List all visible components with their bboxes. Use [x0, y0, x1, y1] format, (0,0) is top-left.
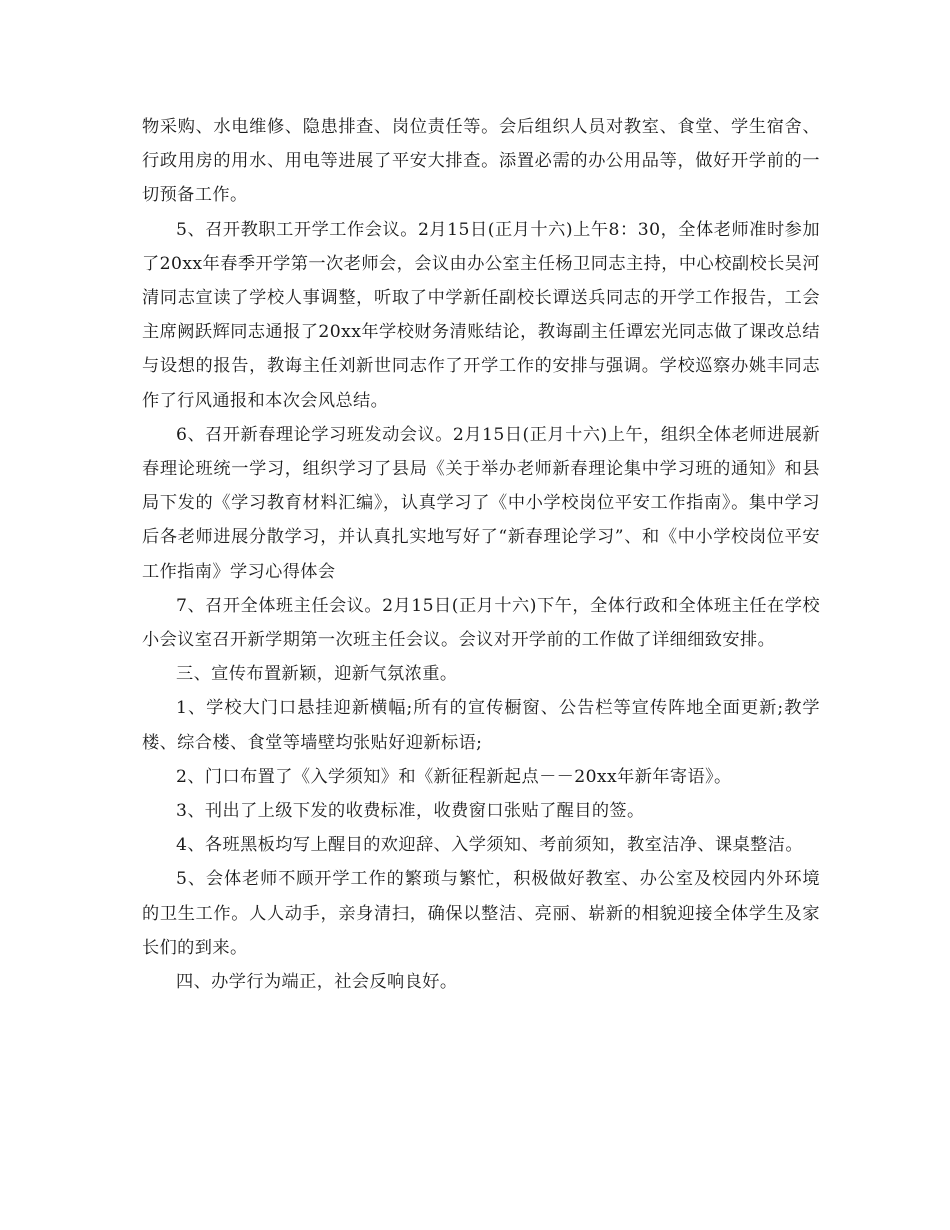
paragraph-banners: 1、学校大门口悬挂迎新横幅;所有的宣传橱窗、公告栏等宣传阵地全面更新;教学楼、综合楼、食堂等墙壁均张贴好迎新标语; [142, 698, 820, 753]
paragraph-continuation: 物采购、水电维修、隐患排查、岗位责任等。会后组织人员对教室、食堂、学生宿舍、行政用房的用水、用电等进展了平安大排查。添置必需的办公用品等，做好开学前的一切预备工作。 [142, 117, 820, 206]
paragraph-notices: 2、门口布置了《入学须知》和《新征程新起点－－20xx年新年寄语》。 [176, 766, 732, 787]
paragraph-staff-meeting: 5、召开教职工开学工作会议。2月15日(正月十六)上午8：30，全体老师准时参加了20xx年春季开学第一次老师会，会议由办公室主任杨卫同志主持，中心校副校长吴河清同志宣读了学校人事调整，听取了中学新任副校长谭送兵同志的开学工作报告，工会主席阙跃辉同志通报了20xx年学校财务清账结论，教诲副主任谭宏光同志做了课改总结与设想的报告，教诲主任刘新世同志作了开学工作的安排与强调。学校巡察办姚丰同志作了行风通报和本次会风总结。 [142, 219, 820, 411]
paragraph-fees: 3、刊出了上级下发的收费标准，收费窗口张贴了醒目的签。 [176, 801, 645, 822]
paragraph-cleaning: 5、会体老师不顾开学工作的繁琐与繁忙，积极做好教室、办公室及校园内外环境的卫生工作。人人动手，亲身清扫，确保以整洁、亮丽、崭新的相貌迎接全体学生及家长们的到来。 [142, 869, 820, 958]
paragraph-blackboards: 4、各班黑板均写上醒目的欢迎辞、入学须知、考前须知，教室洁净、课桌整洁。 [176, 835, 803, 856]
paragraph-class-teacher-meeting: 7、召开全体班主任会议。2月15日(正月十六)下午，全体行政和全体班主任在学校小会议室召开新学期第一次班主任会议。会议对开学前的工作做了详细细致安排。 [142, 595, 820, 651]
paragraph-theory-study: 6、召开新春理论学习班发动会议。2月15日(正月十六)上午，组织全体老师进展新春理论班统一学习，组织学习了县局《关于举办老师新春理论集中学习班的通知》和县局下发的《学习教育材料汇编》，认真学习了《中小学校岗位平安工作指南》。集中学习后各老师进展分散学习，并认真扎实地写好了“新春理论学习”、和《中小学校岗位平安工作指南》学习心得体会 [142, 424, 820, 582]
section-heading-publicity: 三、宣传布置新颖，迎新气氛浓重。 [176, 664, 458, 685]
section-heading-conduct: 四、办学行为端正，社会反响良好。 [176, 972, 458, 993]
document-body [142, 110, 820, 999]
